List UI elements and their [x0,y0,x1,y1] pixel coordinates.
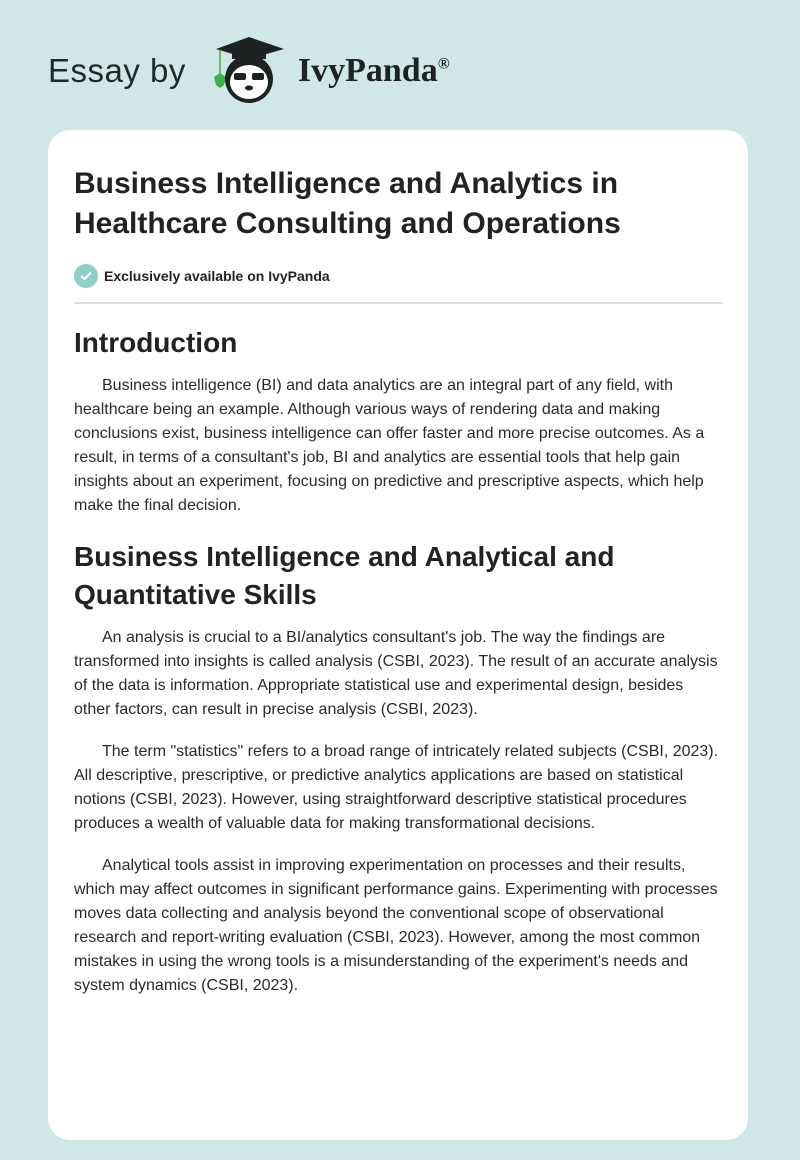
paragraph: The term "statistics" refers to a broad range of intricately related subjects (CSBI, 2023). All descriptive, prescriptive, or predictive analytics applications are based on statistical notions (CSBI, 2023). However, using straightforward descriptive statistical procedures produces a wealth of valuable data for making transformational decisions. [74,743,719,832]
divider [74,302,722,304]
exclusive-badge [74,264,722,288]
badge-label: Exclusively available on IvyPanda [104,268,330,284]
check-circle-icon [74,264,98,288]
essay-card [48,130,748,1140]
registered-mark: ® [437,55,450,73]
brand-text: IvyPanda [297,52,438,89]
section-heading: Business Intelligence and Analytical and Quantitative Skills [74,541,615,610]
paragraph: Business intelligence (BI) and data analytics are an integral part of any field, with healthcare being an example. Although various ways of rendering data and making conclusions exist, business intelligence can offer faster and more precise outcomes. As a result, in terms of a consultant's job, BI and analytics are essential tools that help gain insights about an experiment, focusing on predictive and prescriptive aspects, which help make the final decision. [74,377,705,514]
paragraph: An analysis is crucial to a BI/analytics consultant's job. The way the findings are transformed into insights is called analysis (CSBI, 2023). The result of an accurate analysis of the data is information. Appropriate statistical use and experimental design, besides other factors, can result in precise analysis (CSBI, 2023). [74,629,718,718]
paragraph: Analytical tools assist in improving experimentation on processes and their results, which may affect outcomes in significant performance gains. Experimenting with processes moves data collecting and analysis beyond the conventional scope of observational research and report-writing evaluation (CSBI, 2023). However, among the most common mistakes in using the wrong tools is a misunderstanding of the experiment's needs and system dynamics (CSBI, 2023). [74,857,718,994]
section-heading: Introduction [74,327,238,358]
ivypanda-panda-logo-icon[interactable] [204,35,294,107]
site-header [48,36,450,106]
brand-name[interactable] [298,52,450,90]
essay-by-label: Essay by [48,52,186,89]
essay-title: Business Intelligence and Analytics in Healthcare Consulting and Operations [74,167,621,240]
